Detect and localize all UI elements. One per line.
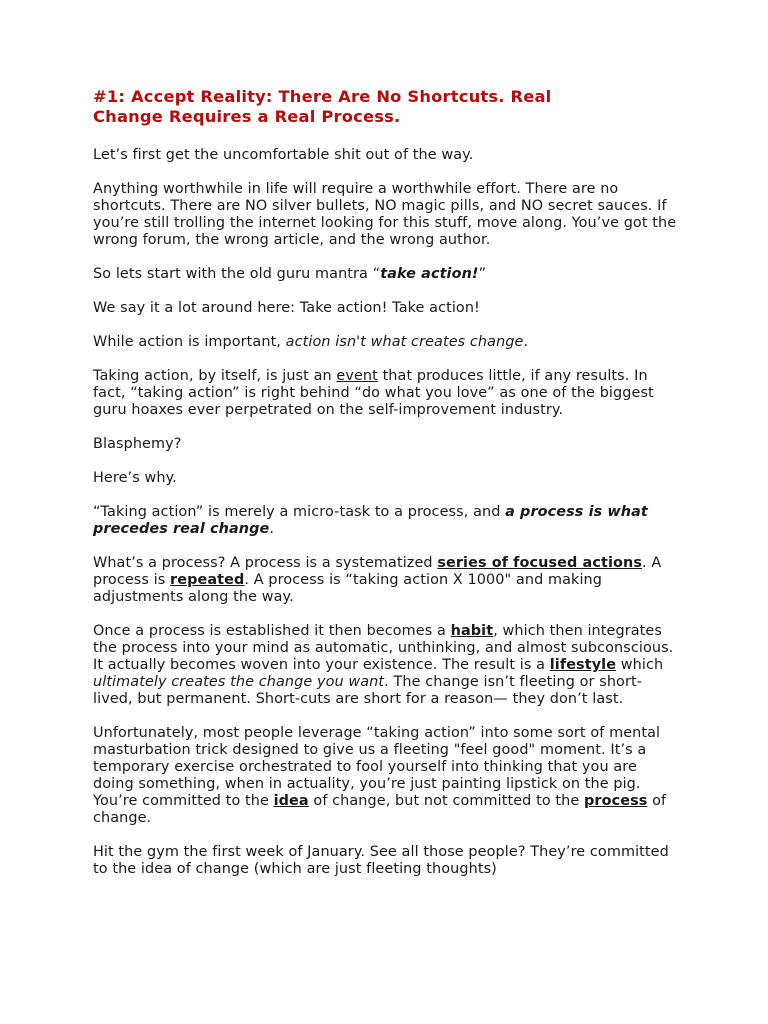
paragraph-gym-january: Hit the gym the first week of January. See all those people? They’re committed to the idea of change (which are just fleeting thoughts): [93, 844, 669, 877]
text-run: of change, but not committed to the: [308, 793, 584, 809]
emphasis-change-you-want: ultimately creates the change you want: [93, 674, 385, 690]
text-run: . The change isn’t fleeting or short-lived, but permanent. Short-cuts are short for a reason— they don’t last.: [93, 674, 642, 707]
text-run: While action is important,: [93, 334, 286, 350]
text-run: So lets start with the old guru mantra “: [93, 266, 381, 282]
text-run: . A process is: [93, 555, 662, 588]
paragraph-blasphemy: Blasphemy?: [93, 436, 182, 452]
text-run: “Taking action” is merely a micro-task to a process, and: [93, 504, 506, 520]
emphasis-lifestyle: lifestyle: [549, 657, 617, 673]
emphasis-action-change: action isn't what creates change: [285, 334, 524, 350]
emphasis-take-action: take action!: [380, 266, 479, 282]
underline-event: event: [336, 368, 378, 384]
paragraph-guru-mantra: [93, 266, 678, 283]
paragraph-intro: Let’s first get the uncomfortable shit out of the way.: [93, 147, 474, 163]
emphasis-process-precedes: a process is what precedes real change: [93, 504, 648, 537]
paragraph-no-shortcuts: Anything worthwhile in life will require a worthwhile effort. There are no shortcuts. There are NO silver bullets, NO magic pills, and NO secret sauces. If you’re still trolling the internet looking for this stuff, move along. You’ve got the wrong forum, the wrong article, and the wrong author.: [93, 181, 677, 248]
emphasis-repeated: repeated: [170, 572, 245, 588]
text-run: Once a process is established it then becomes a: [93, 623, 451, 639]
paragraph-mental-trick: [93, 725, 678, 827]
text-run: What’s a process? A process is a systematized: [93, 555, 438, 571]
text-run: that produces little, if any results. In fact, “taking action” is right behind “do what you love” as one of the biggest guru hoaxes ever perpetrated on the self-improvement industry.: [93, 368, 654, 418]
text-run: which: [616, 657, 664, 673]
paragraph-action-important: [93, 334, 678, 351]
text-run: Taking action, by itself, is just an: [93, 368, 337, 384]
paragraph-taking-action-event: [93, 368, 678, 419]
paragraph-heres-why: Here’s why.: [93, 470, 177, 486]
document-page: [93, 87, 678, 895]
paragraph-take-action: We say it a lot around here: Take action! Take action!: [93, 300, 480, 316]
section-heading: [93, 87, 678, 127]
text-run: ”: [478, 266, 487, 282]
text-run: Unfortunately, most people leverage “taking action” into some sort of mental masturbation trick designed to give us a fleeting "feel good" moment. It’s a temporary exercise orchestrated to fool yourself into thinking that you are doing something, when in actuality, you’re just painting lipstick on the pig. You’re committed to the: [93, 725, 661, 809]
emphasis-idea: idea: [273, 793, 309, 809]
emphasis-series-of-actions: series of focused actions: [437, 555, 642, 571]
emphasis-habit: habit: [450, 623, 494, 639]
heading-line-1: #1: Accept Reality: There Are No Shortcuts. Real: [93, 87, 552, 106]
text-run: . A process is “taking action X 1000" and making adjustments along the way.: [93, 572, 603, 605]
text-run: , which then integrates the process into your mind as automatic, unthinking, and almost subconscious. It actually becomes woven into your existence. The result is a: [93, 623, 674, 673]
paragraph-micro-task: [93, 504, 678, 538]
heading-line-2: Change Requires a Real Process.: [93, 107, 401, 126]
text-run: .: [269, 521, 275, 537]
paragraph-what-is-process: [93, 555, 678, 606]
text-run: .: [523, 334, 529, 350]
text-run: of change.: [93, 793, 667, 826]
emphasis-process: process: [584, 793, 648, 809]
paragraph-habit-lifestyle: [93, 623, 678, 708]
